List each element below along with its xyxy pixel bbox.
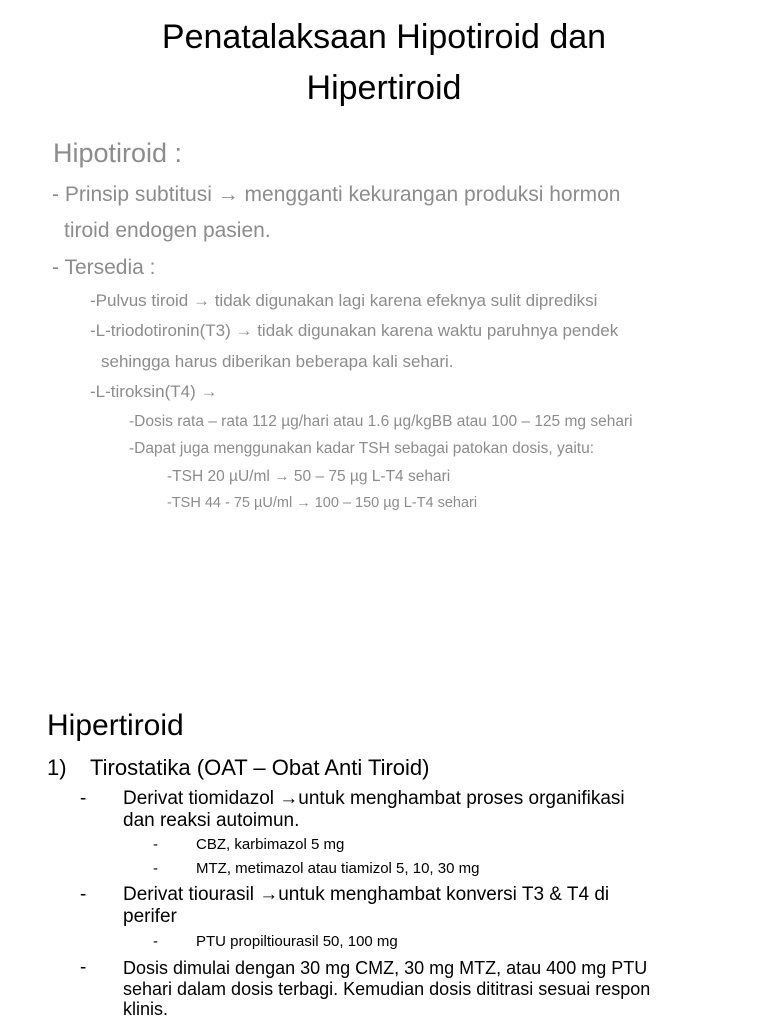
bullet-dash: -: [80, 884, 87, 905]
t3-item-line1: -L-triodotironin(T3) → tidak digunakan karena waktu paruhnya pendek: [90, 321, 619, 340]
tsh-intro: -Dapat juga menggunakan kadar TSH sebagai patokan dosis, yaitu:: [129, 440, 595, 457]
t4-item: -L-tiroksin(T4) →: [90, 382, 218, 401]
tiourasil-line1: Derivat tiourasil →untuk menghambat konversi T3 & T4 di: [123, 884, 610, 905]
sub-bullet-dash: -: [153, 933, 158, 950]
prinsip-line1: - Prinsip subtitusi → mengganti kekurangan produksi hormon: [52, 183, 621, 206]
slide-title-line2: Hipertiroid: [306, 69, 462, 107]
tiomidazol-line2: dan reaksi autoimun.: [123, 810, 300, 831]
item1-number: 1): [47, 755, 67, 780]
sub-bullet-dash: -: [153, 836, 158, 853]
bullet-dash: -: [80, 788, 87, 809]
pulvus-item: -Pulvus tiroid → tidak digunakan lagi karena efeknya sulit diprediksi: [90, 291, 598, 310]
dosis-line3: klinis.: [123, 999, 169, 1019]
slide-title-line1: Penatalaksaan Hipotiroid dan: [161, 18, 607, 56]
dosis-line2: sehari dalam dosis terbagi. Kemudian dosis dititrasi sesuai respon: [123, 979, 651, 999]
t3-item-line2: sehingga harus diberikan beberapa kali sehari.: [101, 352, 454, 371]
hipertiroid-heading: Hipertiroid: [47, 709, 184, 742]
bullet-dash: -: [80, 957, 87, 978]
tsh-item-2: -TSH 44 - 75 µU/ml → 100 – 150 µg L-T4 sehari: [167, 495, 478, 511]
sub-bullet-dash: -: [153, 860, 158, 877]
cbz-item: CBZ, karbimazol 5 mg: [196, 836, 345, 853]
tiomidazol-line1: Derivat tiomidazol →untuk menghambat proses organifikasi: [123, 788, 625, 809]
tsh-item-1: -TSH 20 µU/ml → 50 – 75 µg L-T4 sehari: [167, 468, 451, 485]
tiourasil-line2: perifer: [123, 906, 177, 927]
dosis-line1: Dosis dimulai dengan 30 mg CMZ, 30 mg MTZ, atau 400 mg PTU: [123, 958, 648, 978]
mtz-item: MTZ, metimazol atau tiamizol 5, 10, 30 mg: [196, 860, 480, 877]
dosis-item: -Dosis rata – rata 112 µg/hari atau 1.6 µg/kgBB atau 100 – 125 mg sehari: [129, 413, 633, 430]
tersedia-label: - Tersedia :: [52, 256, 156, 279]
hipotiroid-heading: Hipotiroid :: [53, 138, 183, 168]
prinsip-line2: tiroid endogen pasien.: [64, 219, 271, 242]
ptu-item: PTU propiltiourasil 50, 100 mg: [196, 933, 398, 950]
item1-text: Tirostatika (OAT – Obat Anti Tiroid): [90, 755, 430, 780]
